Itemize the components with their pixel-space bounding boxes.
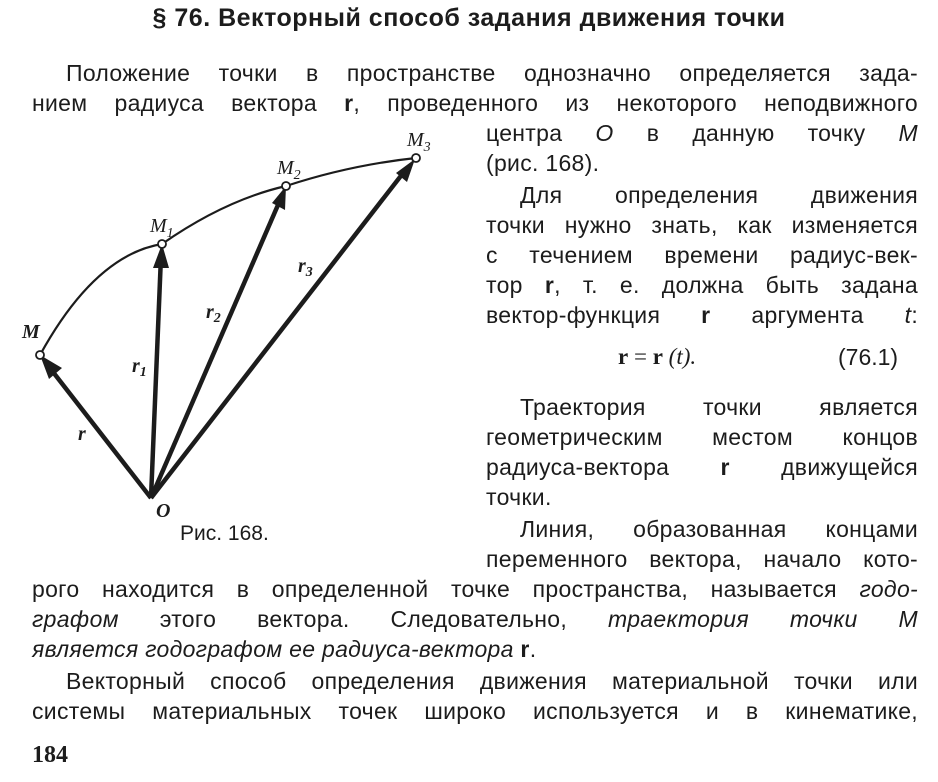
- text: центра: [486, 120, 596, 146]
- vector-symbol-r: r: [720, 454, 730, 480]
- text: , проведенного из некоторого неподвижного: [353, 90, 918, 116]
- label-m1: [149, 215, 174, 241]
- label-r2-letter: r: [206, 301, 214, 323]
- text: системы материальных точек широко используется и в кинематике,: [32, 698, 918, 724]
- italic-term: годо-: [859, 576, 918, 602]
- label-r3-letter: r: [298, 255, 306, 277]
- page-number: 184: [32, 742, 68, 768]
- formula-lhs: r: [618, 344, 629, 369]
- italic-term: графом: [32, 606, 119, 632]
- text: вектор-функция: [486, 302, 702, 328]
- formula-equals: =: [628, 344, 653, 369]
- label-r2-subscript: 2: [213, 311, 221, 326]
- italic-statement: траектория точки M: [608, 606, 918, 632]
- label-m3: [406, 129, 431, 155]
- section-heading: § 76. Векторный способ задания движения точки: [152, 4, 786, 32]
- label-r1-letter: r: [132, 355, 140, 377]
- text: нием радиуса вектора: [32, 90, 345, 116]
- symbol-t: t: [904, 302, 912, 328]
- text: Векторный способ определения движения материальной точки или: [66, 668, 918, 694]
- vector-symbol-r: r: [520, 636, 530, 662]
- text: рого находится в определенной точке пространства, называется: [32, 576, 860, 602]
- label-m-letter: M: [22, 321, 40, 343]
- label-r1-subscript: 1: [139, 365, 147, 380]
- vector-r1-arrow: [151, 256, 161, 498]
- vector-r-arrow: [46, 363, 151, 498]
- point-m1-dot: [158, 240, 166, 248]
- equation-number: (76.1): [838, 344, 899, 370]
- formula-argument: (t).: [662, 344, 697, 369]
- label-vector-r1: [132, 355, 147, 380]
- vector-r2-arrow: [151, 198, 281, 498]
- label-r3-subscript: 3: [305, 265, 313, 280]
- text: точки нужно знать, как изменяется: [486, 212, 918, 238]
- vector-symbol-r: r: [701, 302, 711, 328]
- formula-rhs: r: [652, 344, 663, 369]
- figure-caption: Рис. 168.: [180, 522, 269, 545]
- text: тор: [486, 272, 545, 298]
- label-m2-letter: M: [277, 157, 294, 179]
- point-m3-dot: [412, 154, 420, 162]
- text: с течением времени радиус-век-: [486, 242, 918, 268]
- text: (рис. 168).: [486, 150, 600, 176]
- label-vector-r: [78, 423, 86, 445]
- label-m2-subscript: 2: [293, 168, 301, 183]
- symbol-o: O: [595, 120, 614, 146]
- label-vector-r3: [298, 255, 313, 280]
- text: .: [529, 636, 537, 662]
- label-m3-letter: M: [407, 129, 424, 151]
- text: в данную точку: [613, 120, 899, 146]
- label-origin: O: [156, 500, 171, 522]
- vector-symbol-r: r: [344, 90, 354, 116]
- text: движущейся: [729, 454, 918, 480]
- point-m-dot: [36, 351, 44, 359]
- text: аргумента: [710, 302, 905, 328]
- label-r-letter: r: [78, 423, 86, 445]
- label-m: [21, 321, 41, 343]
- label-m3-subscript: 3: [423, 140, 431, 155]
- label-vector-r2: [206, 301, 221, 326]
- text: радиуса-вектора: [486, 454, 721, 480]
- label-m1-subscript: 1: [166, 226, 174, 241]
- text: Траектория точки является: [520, 394, 918, 420]
- point-m2-dot: [282, 182, 290, 190]
- text: этого вектора. Следовательно,: [118, 606, 609, 632]
- text: , т. е. должна быть задана: [554, 272, 919, 298]
- label-m1-letter: M: [150, 215, 167, 237]
- text: :: [911, 302, 919, 328]
- text: Положение точки в пространстве однозначно определяется зада-: [66, 60, 918, 86]
- italic-statement: является годографом ее радиуса-вектора: [32, 636, 521, 662]
- text: Для определения движения: [520, 182, 918, 208]
- text: Линия, образованная концами: [520, 516, 918, 542]
- vector-symbol-r: r: [544, 272, 555, 298]
- text: переменного вектора, начало кото-: [486, 546, 918, 572]
- symbol-m: M: [898, 120, 919, 146]
- vector-r3-arrow: [151, 168, 407, 498]
- text: геометрическим местом концов: [486, 424, 918, 450]
- text: точки.: [486, 484, 552, 510]
- label-m2: [276, 157, 301, 183]
